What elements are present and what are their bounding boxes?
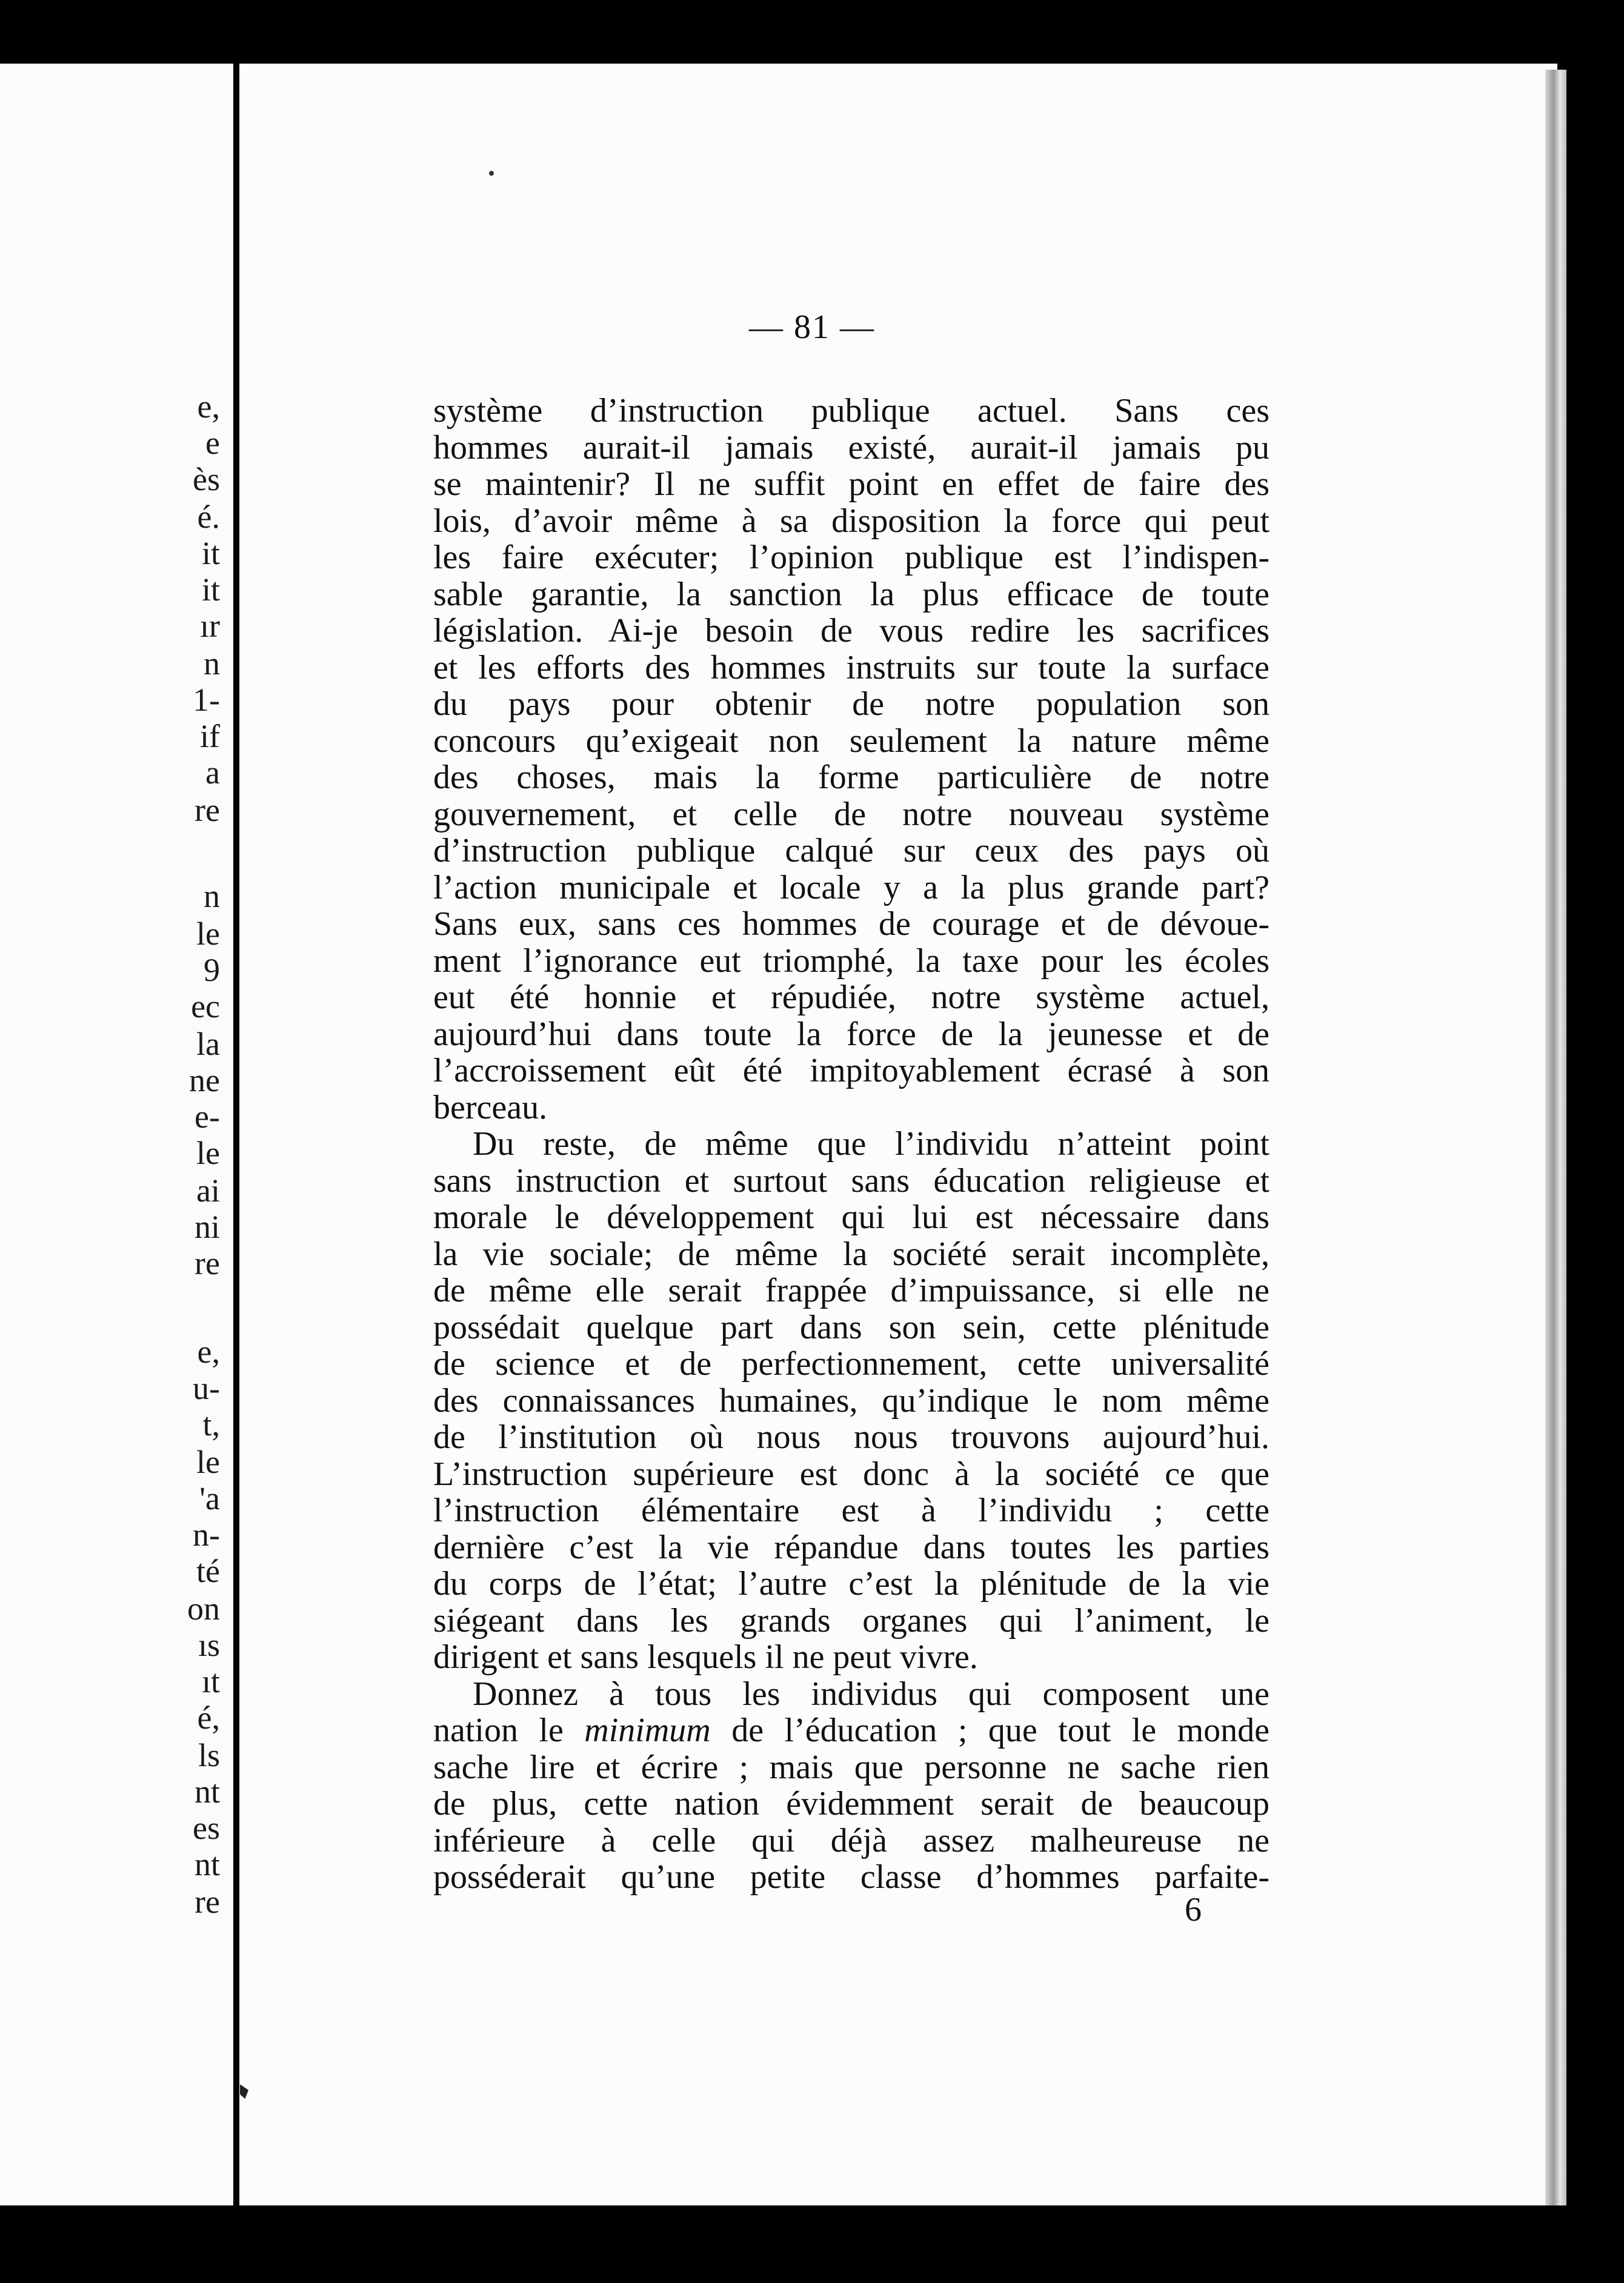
page-gutter xyxy=(233,64,239,2205)
text-line: législation. Ai-je besoin de vous redire les sacrifices xyxy=(433,612,1270,650)
left-page-fragment: ls xyxy=(198,1737,220,1773)
left-page-fragment: e xyxy=(205,425,220,461)
text-line: de science et de perfectionnement, cette universalité xyxy=(433,1345,1270,1383)
text-line: L’instruction supérieure est donc à la société ce que xyxy=(433,1455,1270,1493)
left-page-fragment: é. xyxy=(197,499,220,535)
text-line: morale le développement qui lui est nécessaire dans xyxy=(433,1198,1270,1236)
text-line: eut été honnie et répudiée, notre système actuel, xyxy=(433,979,1270,1016)
left-page-fragment: ıt xyxy=(201,1663,220,1700)
text-line: sache lire et écrire ; mais que personne ne sache rien xyxy=(433,1748,1270,1786)
text-line: du corps de l’état; l’autre c’est la plénitude de la vie xyxy=(433,1565,1270,1603)
text-line: aujourd’hui dans toute la force de la jeunesse et de xyxy=(433,1015,1270,1053)
text-line: dernière c’est la vie répandue dans toutes les parties xyxy=(433,1528,1270,1566)
paragraph-2 xyxy=(433,1126,1270,1676)
left-page-fragment: n xyxy=(204,878,220,914)
left-page-fragment: re xyxy=(195,792,220,828)
text-line: berceau. xyxy=(433,1088,548,1126)
text-line: Donnez à tous les individus qui composent une xyxy=(473,1675,1270,1713)
text-line: siégeant dans les grands organes qui l’animent, le xyxy=(433,1601,1270,1640)
page-edge-shadow xyxy=(1545,70,1566,2205)
left-page-fragment: le xyxy=(196,1444,220,1480)
left-page-edge xyxy=(0,64,233,2205)
text-line: l’accroissement eût été impitoyablement écrasé à son xyxy=(433,1052,1270,1089)
left-page-fragment: re xyxy=(195,1245,220,1281)
left-page-fragment: é, xyxy=(197,1700,220,1736)
left-page-fragment: ai xyxy=(196,1172,220,1209)
left-page-fragment: e, xyxy=(197,388,220,425)
left-page-fragment: n xyxy=(204,645,220,682)
left-page-fragment: ec xyxy=(191,988,220,1025)
text-line: se maintenir? Il ne suffit point en effet de faire des xyxy=(433,465,1270,503)
text-line: concours qu’exigeait non seulement la nature même xyxy=(433,722,1270,760)
text-line: Du reste, de même que l’individu n’atteint point xyxy=(473,1125,1270,1163)
text-line: sans instruction et surtout sans éducation religieuse et xyxy=(433,1161,1270,1200)
text-line: des choses, mais la forme particulière de notre xyxy=(433,759,1270,796)
text-line xyxy=(433,1712,1270,1749)
left-page-fragment: on xyxy=(187,1590,220,1627)
left-page-fragment: nt xyxy=(194,1773,220,1810)
page-number: — 81 — xyxy=(749,308,875,346)
text-line: du pays pour obtenir de notre population son xyxy=(433,685,1270,723)
ink-speck xyxy=(489,171,494,176)
left-page-fragment: it xyxy=(201,535,220,571)
text-line: hommes aurait-il jamais existé, aurait-il jamais pu xyxy=(433,428,1270,467)
text-line: l’instruction élémentaire est à l’individu ; cette xyxy=(433,1492,1270,1529)
text-line: l’action municipale et locale y a la plus grande part? xyxy=(433,868,1270,906)
signature-mark: 6 xyxy=(1185,1891,1202,1929)
left-page-fragment: té xyxy=(196,1553,220,1589)
left-page-fragment: t, xyxy=(202,1406,220,1443)
left-page-fragment: 1- xyxy=(193,682,220,718)
left-page-fragment: 9 xyxy=(204,952,220,988)
text-line: ment l’ignorance eut triomphé, la taxe pour les écoles xyxy=(433,942,1270,980)
text-segment: de l’éducation ; que tout le monde xyxy=(710,1712,1270,1749)
text-segment: nation le xyxy=(433,1712,585,1749)
text-line: des connaissances humaines, qu’indique le nom même xyxy=(433,1381,1270,1420)
text-line: de l’institution où nous nous trouvons aujourd’hui. xyxy=(433,1418,1270,1456)
left-page-fragment: u- xyxy=(193,1370,220,1406)
text-line: de même elle serait frappée d’impuissance, si elle ne xyxy=(433,1272,1270,1309)
left-page-fragment: nt xyxy=(194,1846,220,1883)
text-line: et les efforts des hommes instruits sur toute la surface xyxy=(433,648,1270,686)
left-page-fragment: es xyxy=(193,1810,220,1846)
text-line: sable garantie, la sanction la plus efficace de toute xyxy=(433,575,1270,613)
left-page-fragment: re xyxy=(195,1884,220,1920)
paragraph-3 xyxy=(433,1676,1270,1896)
text-line: d’instruction publique calqué sur ceux des pays où xyxy=(433,832,1270,869)
left-page-fragment: it xyxy=(201,571,220,608)
text-line: dirigent et sans lesquels il ne peut vivre. xyxy=(433,1638,978,1676)
text-line: de plus, cette nation évidemment serait de beaucoup xyxy=(433,1785,1270,1823)
left-page-fragment: if xyxy=(200,718,220,754)
left-page-fragment: ni xyxy=(194,1209,220,1245)
left-page-fragment: ıs xyxy=(198,1627,220,1663)
text-line: Sans eux, sans ces hommes de courage et de dévoue- xyxy=(433,905,1270,943)
text-line: possédait quelque part dans son sein, cette plénitude xyxy=(433,1308,1270,1346)
text-line: inférieure à celle qui déjà assez malheureuse ne xyxy=(433,1821,1270,1859)
left-page-fragment: ès xyxy=(193,461,220,497)
text-line: système d’instruction publique actuel. Sans ces xyxy=(433,392,1270,430)
text-line: posséderait qu’une petite classe d’hommes parfaite- xyxy=(433,1858,1270,1896)
left-page-fragment: ne xyxy=(189,1062,220,1098)
body-text xyxy=(433,393,1270,1896)
left-page-fragment: le xyxy=(196,916,220,952)
left-page-fragment: ır xyxy=(200,608,220,644)
left-page-fragment: n- xyxy=(193,1517,220,1553)
italic-word: minimum xyxy=(584,1712,711,1749)
left-page-fragment: 'a xyxy=(199,1480,220,1517)
left-page-fragment: le xyxy=(196,1135,220,1171)
left-page-fragment: a xyxy=(205,754,220,791)
text-line: la vie sociale; de même la société serait incomplète, xyxy=(433,1235,1270,1273)
paragraph-1 xyxy=(433,393,1270,1126)
text-line: les faire exécuter; l’opinion publique est l’indispen- xyxy=(433,539,1270,576)
text-line: lois, d’avoir même à sa disposition la force qui peut xyxy=(433,502,1270,540)
left-page-fragment: la xyxy=(196,1026,220,1062)
left-page-fragment: e- xyxy=(195,1098,220,1135)
text-line: gouvernement, et celle de notre nouveau système xyxy=(433,795,1270,833)
left-page-fragment: e, xyxy=(197,1334,220,1370)
